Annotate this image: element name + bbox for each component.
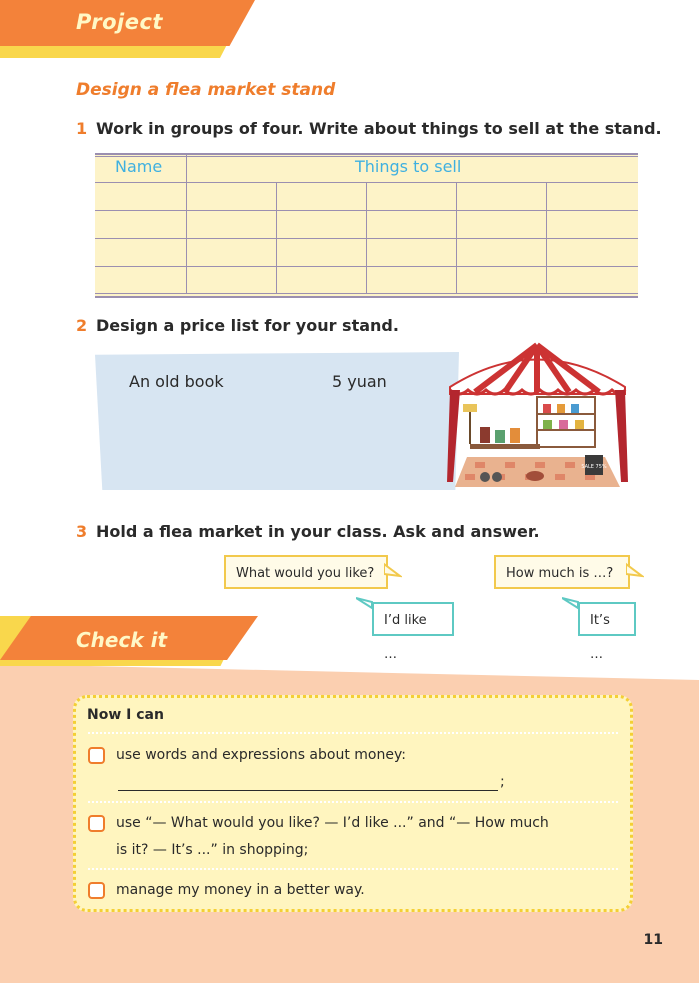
- table-col-divider: [366, 182, 367, 294]
- bag-item: [543, 420, 552, 429]
- bubble-tail: [384, 562, 402, 578]
- dotted-divider: [88, 868, 618, 870]
- table-col-divider: [546, 182, 547, 294]
- checklist-item-1: use words and expressions about money:: [116, 747, 406, 763]
- checkbox-item-3[interactable]: [88, 882, 105, 899]
- dotted-divider: [88, 801, 618, 803]
- goods-item: [480, 427, 490, 443]
- left-curtain: [447, 390, 460, 482]
- goods-item: [526, 471, 544, 481]
- checklist-item-2-line-2: is it? — It’s ...” in shopping;: [116, 842, 309, 858]
- wheel-item: [480, 472, 490, 482]
- fill-in-blank-line[interactable]: [118, 790, 498, 791]
- wheel-item: [492, 472, 502, 482]
- self-check-header: Now I can: [87, 707, 164, 723]
- bag-item: [571, 404, 579, 413]
- page-number: 11: [643, 932, 663, 948]
- table-col-divider: [186, 153, 187, 294]
- table-bottom-rule-2: [95, 296, 638, 298]
- speech-bubble-answer-2: It’s …: [578, 602, 636, 636]
- check-it-title: Check it: [76, 628, 168, 652]
- table-top-rule: [95, 153, 638, 155]
- question-3-number: 3: [76, 522, 88, 541]
- goods-item: [495, 430, 505, 443]
- bag-item: [557, 404, 565, 413]
- stall-table: [470, 444, 540, 449]
- table-header-things: Things to sell: [355, 157, 462, 176]
- self-check-panel: [73, 695, 633, 912]
- checklist-item-1-end: ;: [500, 774, 505, 790]
- question-1-text: Work in groups of four. Write about things to sell at the stand.: [96, 119, 662, 138]
- question-2-number: 2: [76, 316, 88, 335]
- market-stall-illustration: [445, 342, 630, 490]
- right-curtain: [615, 390, 628, 482]
- checklist-item-3: manage my money in a better way.: [116, 882, 365, 898]
- things-to-sell-table: [95, 153, 638, 297]
- speech-bubble-answer-1: I’d like …: [372, 602, 454, 636]
- bag-item: [575, 420, 584, 429]
- checklist-item-2-line-1: use “— What would you like? — I’d like ...” and “— How much: [116, 815, 549, 831]
- speech-bubble-ask-2: How much is …?: [494, 555, 630, 589]
- sale-sign-text: SALE 75%: [581, 464, 607, 470]
- table-col-divider: [456, 182, 457, 294]
- goods-item: [510, 428, 520, 443]
- bag-item: [543, 404, 551, 413]
- question-3-text: Hold a flea market in your class. Ask and answer.: [96, 522, 540, 541]
- question-1-number: 1: [76, 119, 88, 138]
- bag-item: [559, 420, 568, 429]
- question-2-text: Design a price list for your stand.: [96, 316, 399, 335]
- checkbox-item-1[interactable]: [88, 747, 105, 764]
- table-header-name: Name: [115, 157, 163, 176]
- project-title: Project: [76, 10, 163, 34]
- section-subheading: Design a flea market stand: [76, 80, 336, 100]
- bubble-tail: [626, 562, 644, 578]
- price-list-price: 5 yuan: [332, 372, 387, 391]
- bubble-tail: [356, 596, 374, 612]
- speech-bubble-ask-1: What would you like?: [224, 555, 388, 589]
- lamp-icon: [463, 404, 477, 412]
- bubble-tail: [562, 596, 580, 612]
- price-list-item: An old book: [129, 372, 224, 391]
- checkbox-item-2[interactable]: [88, 815, 105, 832]
- dotted-divider: [88, 732, 618, 734]
- table-col-divider: [276, 182, 277, 294]
